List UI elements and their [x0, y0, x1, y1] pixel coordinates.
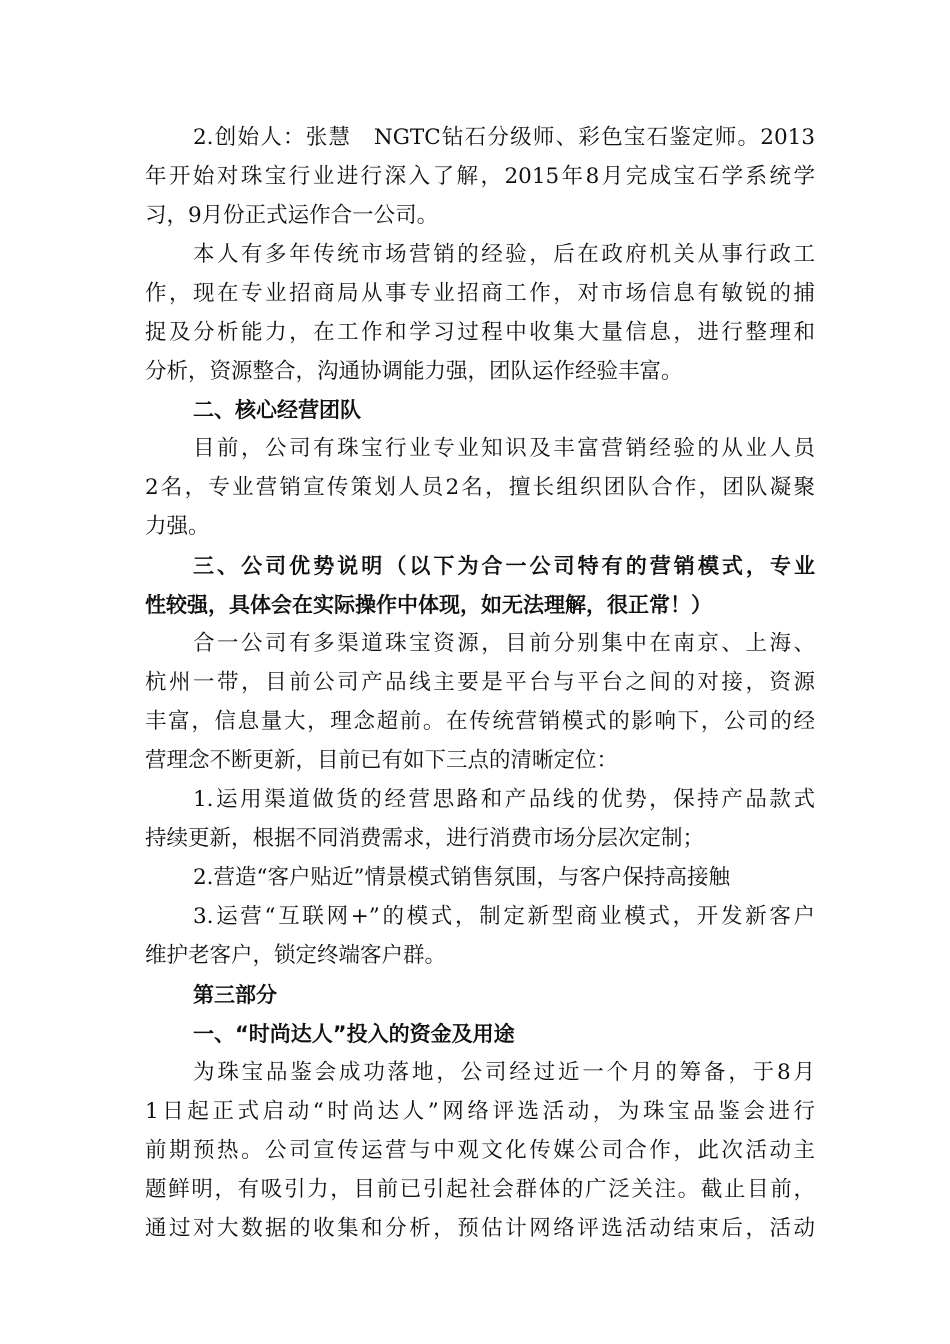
heading-part-three: 第三部分 — [193, 983, 277, 1007]
advantages-line-1: 合一公司有多渠道珠宝资源，目前分别集中在南京、上海、 — [193, 631, 815, 656]
advantages-line-4: 营理念不断更新，目前已有如下三点的清晰定位： — [145, 748, 619, 773]
experience-line-4: 分析，资源整合，沟通协调能力强，团队运作经验丰富。 — [145, 359, 683, 384]
advantages-line-2: 杭州一带，目前公司产品线主要是平台与平台之间的对接，资源 — [145, 670, 815, 695]
funds-line-1: 为珠宝品鉴会成功落地，公司经过近一个月的筹备，于8月 — [193, 1060, 815, 1085]
experience-line-2: 作，现在专业招商局从事专业招商工作，对市场信息有敏锐的捕 — [145, 281, 815, 306]
point-1-line-2: 持续更新，根据不同消费需求，进行消费市场分层次定制； — [145, 826, 705, 851]
point-1-line-1: 1.运用渠道做货的经营思路和产品线的优势，保持产品款式 — [193, 787, 815, 812]
funds-line-5: 通过对大数据的收集和分析，预估计网络评选活动结束后，活动 — [145, 1216, 815, 1241]
point-3-line-1: 3.运营“互联网+”的模式，制定新型商业模式，开发新客户 — [193, 904, 815, 929]
experience-line-1: 本人有多年传统市场营销的经验，后在政府机关从事行政工 — [193, 242, 815, 267]
funds-line-2: 1日起正式启动“时尚达人”网络评选活动，为珠宝品鉴会进行 — [145, 1099, 815, 1124]
heading-core-team: 二、核心经营团队 — [193, 398, 361, 422]
team-line-3: 力强。 — [145, 514, 210, 539]
team-line-2: 2名，专业营销宣传策划人员2名，擅长组织团队合作，团队凝聚 — [145, 475, 815, 500]
heading-advantages-line-2: 性较强，具体会在实际操作中体现，如无法理解，很正常！） — [145, 593, 712, 617]
point-2-line: 2.营造“客户贴近”情景模式销售氛围，与客户保持高接触 — [193, 865, 730, 890]
founder-line-1: 2.创始人：张慧 NGTC钻石分级师、彩色宝石鉴定师。2013 — [193, 125, 815, 150]
team-line-1: 目前，公司有珠宝行业专业知识及丰富营销经验的从业人员 — [193, 436, 815, 461]
founder-line-3: 习，9月份正式运作合一公司。 — [145, 203, 439, 228]
founder-line-2: 年开始对珠宝行业进行深入了解，2015年8月完成宝石学系统学 — [145, 164, 815, 189]
heading-funds-usage: 一、“时尚达人”投入的资金及用途 — [193, 1022, 515, 1046]
heading-advantages-line-1: 三、公司优势说明（以下为合一公司特有的营销模式，专业 — [193, 554, 815, 578]
point-3-line-2: 维护老客户，锁定终端客户群。 — [145, 943, 447, 968]
advantages-line-3: 丰富，信息量大，理念超前。在传统营销模式的影响下，公司的经 — [145, 709, 815, 734]
experience-line-3: 捉及分析能力，在工作和学习过程中收集大量信息，进行整理和 — [145, 320, 815, 345]
funds-line-3: 前期预热。公司宣传运营与中观文化传媒公司合作，此次活动主 — [145, 1138, 815, 1163]
funds-line-4: 题鲜明，有吸引力，目前已引起社会群体的广泛关注。截止目前， — [145, 1177, 815, 1202]
